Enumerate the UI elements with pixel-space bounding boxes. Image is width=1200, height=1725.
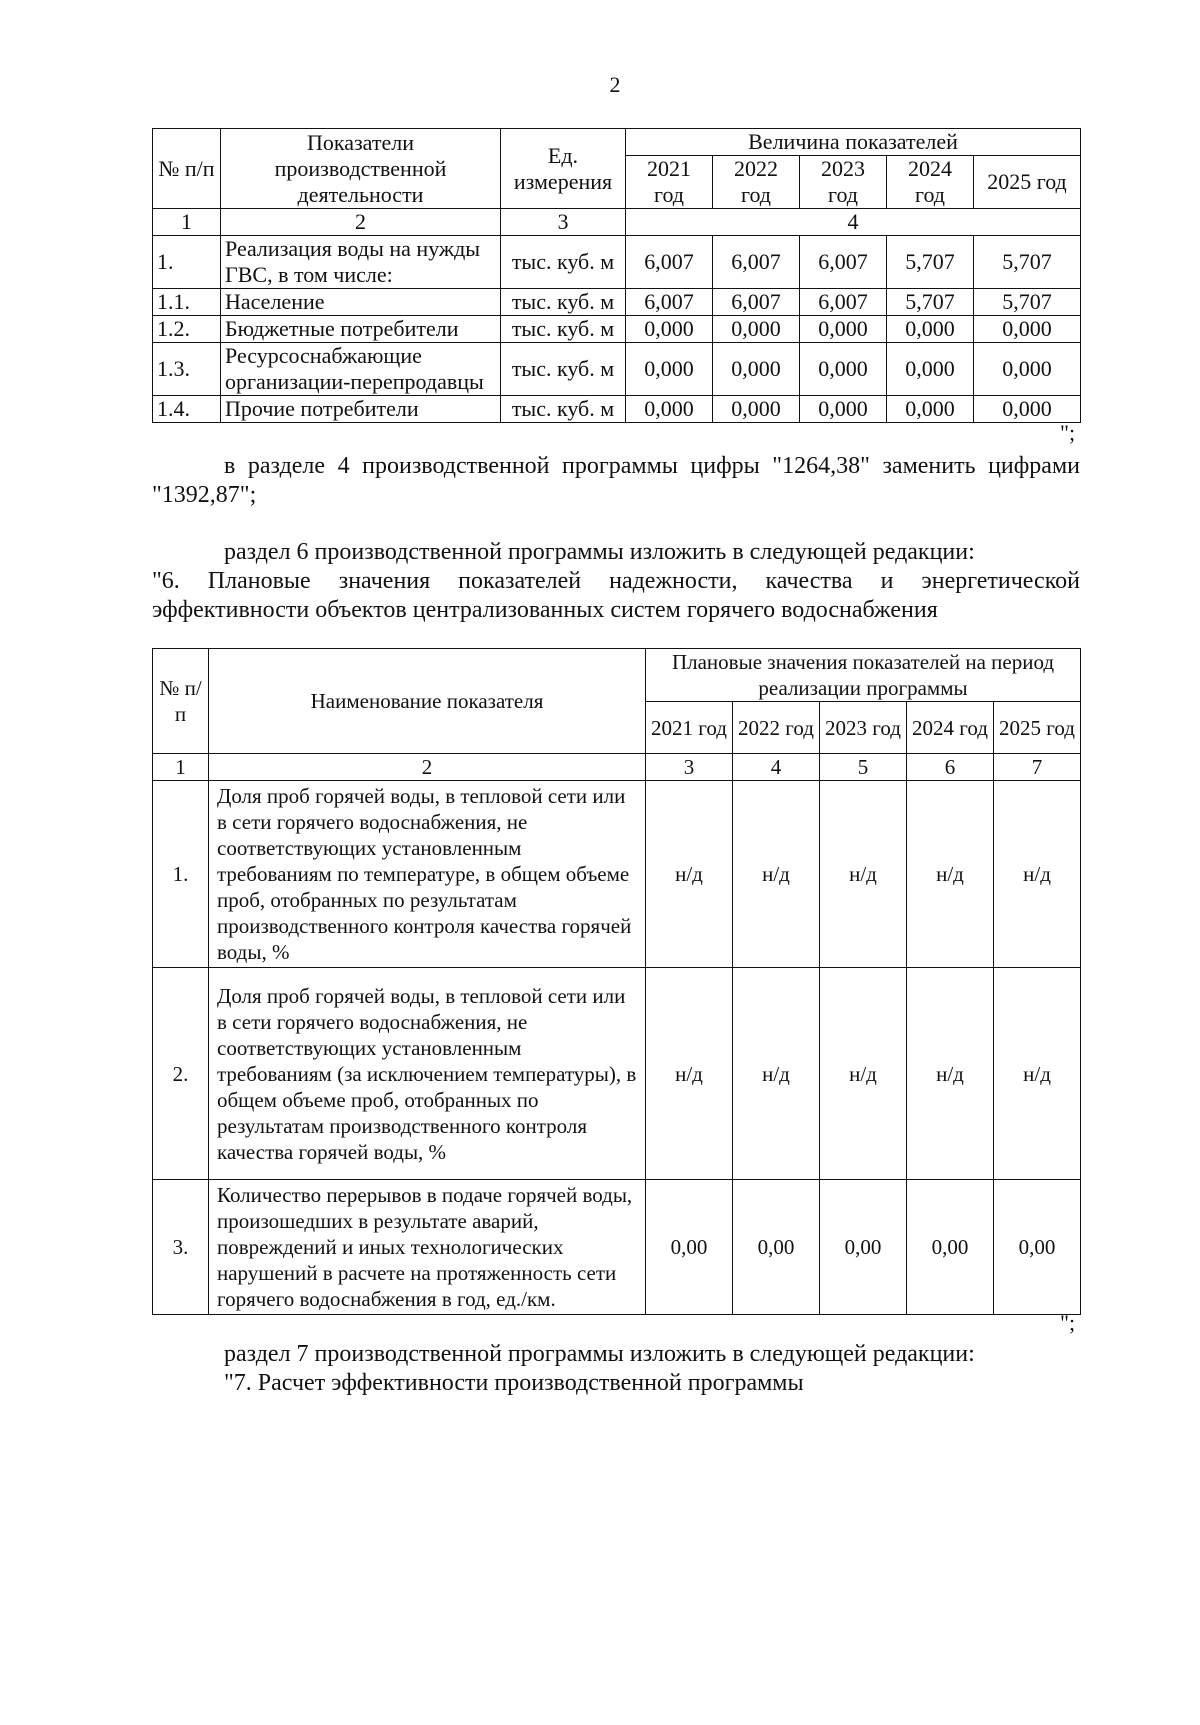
header-year: 2022 год <box>713 156 800 209</box>
row-value: н/д <box>733 781 820 968</box>
paragraph-section-6-intro: раздел 6 производственной программы изложить в следующей редакции: <box>224 539 975 565</box>
col-number: 2 <box>221 209 501 236</box>
row-name: Прочие потребители <box>221 396 501 423</box>
table1-end-mark: "; <box>1060 420 1076 445</box>
header-year: 2022 год <box>733 702 820 754</box>
row-value: 6,007 <box>800 289 887 316</box>
table-row <box>153 1180 1081 1315</box>
row-value: 6,007 <box>626 289 713 316</box>
paragraph-section-4: в разделе 4 производственной программы цифры "1264,38" заменить цифрами "1392,87"; <box>152 453 1080 508</box>
row-value: 6,007 <box>626 236 713 289</box>
row-value: 0,000 <box>626 343 713 396</box>
row-value: н/д <box>733 968 820 1180</box>
row-num: 1. <box>153 236 221 289</box>
header-year: 2023 год <box>800 156 887 209</box>
row-value: 0,000 <box>887 343 974 396</box>
row-value: 0,000 <box>713 343 800 396</box>
row-name: Доля проб горячей воды, в тепловой сети или в сети горячего водоснабжения, не соответствующих установленным требованиям по температуре, в общем объеме проб, отобранных по результатам производственного контроля качества горячей воды, % <box>209 781 646 968</box>
row-unit: тыс. куб. м <box>501 316 626 343</box>
row-value: 0,000 <box>974 343 1081 396</box>
row-value: 0,000 <box>713 396 800 423</box>
row-value: 5,707 <box>887 236 974 289</box>
header-year: 2024 год <box>907 702 994 754</box>
row-value: 0,00 <box>907 1180 994 1315</box>
section-7-title: "7. Расчет эффективности производственной программы <box>224 1370 804 1396</box>
col-number: 7 <box>994 754 1081 781</box>
header-values-group: Величина показателей <box>626 129 1081 156</box>
production-indicators-table <box>152 128 1081 423</box>
table-row <box>153 968 1081 1180</box>
row-value: н/д <box>907 968 994 1180</box>
row-num: 1.4. <box>153 396 221 423</box>
table-row <box>153 781 1081 968</box>
row-num: 1.3. <box>153 343 221 396</box>
row-value: 6,007 <box>713 236 800 289</box>
row-num: 1. <box>153 781 209 968</box>
section-6-title-line2: эффективности объектов централизованных систем горячего водоснабжения <box>152 597 938 623</box>
row-name: Население <box>221 289 501 316</box>
header-year: 2023 год <box>820 702 907 754</box>
row-num: 1.2. <box>153 316 221 343</box>
row-value: 0,00 <box>994 1180 1081 1315</box>
row-unit: тыс. куб. м <box>501 396 626 423</box>
row-value: н/д <box>994 968 1081 1180</box>
col-number: 1 <box>153 209 221 236</box>
page-number: 2 <box>609 72 621 97</box>
header-name: Наименование показателя <box>209 649 646 754</box>
row-value: 0,000 <box>887 316 974 343</box>
row-value: 0,000 <box>626 396 713 423</box>
row-value: 0,000 <box>800 316 887 343</box>
row-value: 6,007 <box>713 289 800 316</box>
row-value: н/д <box>820 968 907 1180</box>
header-num: № п/п <box>153 649 209 754</box>
table2-end-mark: "; <box>1060 1310 1076 1335</box>
header-year: 2025 год <box>994 702 1081 754</box>
row-value: 0,00 <box>820 1180 907 1315</box>
header-unit: Ед. измерения <box>501 129 626 209</box>
row-value: 0,000 <box>887 396 974 423</box>
row-value: 0,000 <box>974 396 1081 423</box>
header-values-group: Плановые значения показателей на период реализации программы <box>646 649 1081 702</box>
header-year: 2021 год <box>626 156 713 209</box>
col-number: 6 <box>907 754 994 781</box>
row-value: н/д <box>820 781 907 968</box>
row-unit: тыс. куб. м <box>501 236 626 289</box>
row-value: 0,000 <box>713 316 800 343</box>
row-unit: тыс. куб. м <box>501 289 626 316</box>
header-indicator: Показатели производственной деятельности <box>221 129 501 209</box>
col-number: 4 <box>733 754 820 781</box>
col-number: 3 <box>646 754 733 781</box>
col-number: 5 <box>820 754 907 781</box>
row-value: 5,707 <box>974 289 1081 316</box>
header-year: 2021 год <box>646 702 733 754</box>
row-name: Бюджетные потребители <box>221 316 501 343</box>
row-value: 0,000 <box>626 316 713 343</box>
row-value: 0,000 <box>800 396 887 423</box>
row-value: 0,00 <box>646 1180 733 1315</box>
row-value: н/д <box>646 968 733 1180</box>
row-num: 2. <box>153 968 209 1180</box>
header-num: № п/п <box>153 129 221 209</box>
col-number: 3 <box>501 209 626 236</box>
table-row <box>153 236 1081 289</box>
row-unit: тыс. куб. м <box>501 343 626 396</box>
row-value: н/д <box>994 781 1081 968</box>
header-year: 2025 год <box>974 156 1081 209</box>
header-year: 2024 год <box>887 156 974 209</box>
table-row <box>153 343 1081 396</box>
paragraph-section-7-intro: раздел 7 производственной программы изложить в следующей редакции: <box>224 1341 975 1367</box>
table-row <box>153 396 1081 423</box>
row-value: 0,000 <box>800 343 887 396</box>
row-value: 6,007 <box>800 236 887 289</box>
planned-indicators-table <box>152 648 1081 1315</box>
row-num: 1.1. <box>153 289 221 316</box>
table-row <box>153 316 1081 343</box>
section-6-title-line1: "6. Плановые значения показателей надежности, качества и энергетической <box>152 568 1080 594</box>
col-number: 2 <box>209 754 646 781</box>
row-value: н/д <box>646 781 733 968</box>
col-number: 1 <box>153 754 209 781</box>
col-number: 4 <box>626 209 1081 236</box>
row-name: Ресурсоснабжающие организации-перепродавцы <box>221 343 501 396</box>
row-value: 0,00 <box>733 1180 820 1315</box>
row-value: 5,707 <box>887 289 974 316</box>
table-row <box>153 289 1081 316</box>
row-name: Количество перерывов в подаче горячей воды, произошедших в результате аварий, повреждений и иных технологических нарушений в расчете на протяженность сети горячего водоснабжения в год, ед./км. <box>209 1180 646 1315</box>
row-name: Реализация воды на нужды ГВС, в том числе: <box>221 236 501 289</box>
row-num: 3. <box>153 1180 209 1315</box>
row-value: 5,707 <box>974 236 1081 289</box>
row-name: Доля проб горячей воды, в тепловой сети или в сети горячего водоснабжения, не соответствующих установленным требованиям (за исключением температуры), в общем объеме проб, отобранных по результатам производственного контроля качества горячей воды, % <box>209 968 646 1180</box>
row-value: н/д <box>907 781 994 968</box>
row-value: 0,000 <box>974 316 1081 343</box>
